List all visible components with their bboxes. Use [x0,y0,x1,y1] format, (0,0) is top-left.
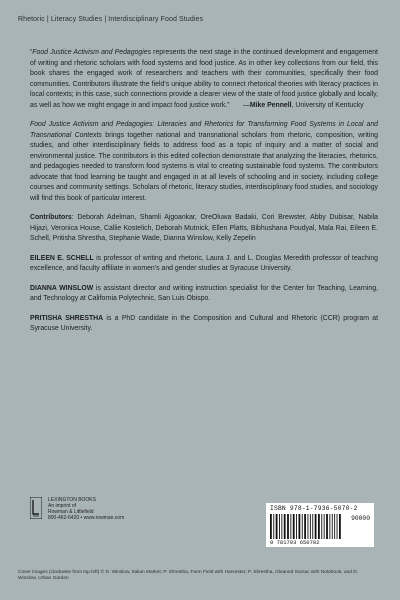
barcode-bar [321,514,322,539]
barcode-bar [281,514,282,539]
bio-name: DIANNA WINSLOW [30,284,94,292]
endorsement-attribution [243,102,364,109]
publisher-phone: 800-462-6420 [48,515,80,521]
editor-bio [30,314,378,335]
description-book-title: Food Justice Activism and Pedagogies: Literacies and Rhetorics for Transforming Food Systems in Local and Transnational Contexts [30,121,378,139]
publisher-info [48,497,124,521]
barcode-bar [293,514,295,539]
publisher-name: LEXINGTON BOOKS [48,497,96,503]
barcode-bar [326,514,328,539]
barcode-bar [315,514,317,539]
attribution-dash: — [242,101,250,109]
barcode-bar [299,514,301,539]
price-code: 90000 [351,515,370,522]
cover-image-credits: Cover images (clockwise from top left) © D. Winslow, Italian Market; P. Shrestha, Farm Field with Harvester; P. Shrestha, Gleaned Sumac with Notebook; and D. Winslow, Urban Garden [18,570,359,582]
bio-name: EILEEN E. SCHELL [30,254,94,262]
contributors-label: Contributors [30,214,72,221]
subject-categories: Rhetoric | Literacy Studies | Interdisciplinary Food Studies [18,16,204,23]
bio-text: is professor of writing and rhetoric, Laura J. and L. Douglas Meredith professor of teaching excellence, and faculty affiliate in women’s and gender studies at Syracuse University. [30,254,378,272]
contributors-list: : Deborah Adelman, Shamli Ajgoankar, OreOluwa Badaki, Cori Brewster, Abby Dubisar, Nabila Hijazi, Veronica House, Callie Kostelich, Deborah Mutnick, Ellen Platts, Bibhushana Poudyal, Mala Rai, Eileen E. Schell, Pritisha Shrestha, Stephanie Wade, Dianna Winslow, Kelly Zepelin [30,214,378,242]
contact-separator: • [79,515,84,521]
barcode-bar [329,514,330,539]
publisher-contact [48,515,124,521]
lexington-books-logo-icon [30,497,42,519]
endorser-name: Mike Pennell [249,101,292,109]
barcode-bars [270,514,342,539]
description-text: brings together national and transnational scholars from rhetoric, composition, writing studies, and other interdisciplinary fields to address food as a topic of inquiry and a matter of social and environmental justice. The contributors in this edited collection demonstrate that analyzing the literacies, rhetorics, and pedagogies needed to transform food systems is vital to creating sustainable food systems. The contributors advocate that food learning be taught and engaged in at all levels of schooling and in society, including college courses and community settings. Scholars of rhetoric, literacy studies, interdisciplinary food studies, and sociology will find this book of particular interest. [30,131,378,202]
barcode-bar [273,514,274,539]
bio-text: is assistant director and writing instruction specialist for the Center for Teaching, Learning, and Technology at California Polytechnic, San Luis Obispo. [30,284,378,302]
barcode-bar [270,514,272,539]
imprint-line: An imprint of [48,503,77,509]
endorsement-quote [30,48,378,111]
contributors-paragraph [30,213,378,245]
barcode-bar [339,514,341,539]
open-quote-mark: “ [30,49,33,56]
imprint-parent: Rowman & Littlefield [48,509,94,515]
bio-text: is a PhD candidate in the Composition and Cultural and Rhetoric (CCR) program at Syracuse University. [30,314,378,332]
publisher-block [30,497,160,567]
barcode-bar [296,514,297,539]
barcode-bar [332,514,333,539]
bio-name: PRITISHA SHRESTHA [30,314,104,322]
endorsement-text: represents the next stage in the continued development and engagement of writing and rhetoric scholars with food systems and food justice. As in other key collections from our field, this book shares the engaged work of researchers and teachers with their communities, specifically their food communities. Contributors illustrate the field’s unique ability to connect rhetorical theories with literacy practices in local contexts; in this case, such connections provide a clearer view of the state of food justice globally and locally, as well as how we might engage in and impact food justice work.” [30,49,378,109]
barcode-bar [279,514,280,539]
editor-bio [30,284,378,305]
barcode-bar [310,514,311,539]
editor-bio [30,254,378,275]
barcode-bar [287,514,289,539]
barcode-bar [324,514,325,539]
barcode-bar [290,514,291,539]
barcode-digits: 9 781793 650702 [270,539,320,546]
barcode-bar [284,514,286,539]
endorser-affiliation: , University of Kentucky [291,101,364,109]
barcode-bar [334,514,335,539]
barcode-bar [302,514,303,539]
barcode-bar [308,514,309,539]
barcode-bar [337,514,338,539]
book-description [30,120,378,204]
barcode-bar [318,514,320,539]
barcode-bar [276,514,278,539]
endorsement-book-title: Food Justice Activism and Pedagogies [32,49,152,56]
barcode-bar [304,514,306,539]
cover-copy [30,48,378,344]
isbn-barcode [266,503,374,547]
isbn-number: ISBN 978-1-7936-5070-2 [270,505,358,512]
publisher-website: www.rowman.com [83,515,125,521]
barcode-bar [312,514,313,539]
